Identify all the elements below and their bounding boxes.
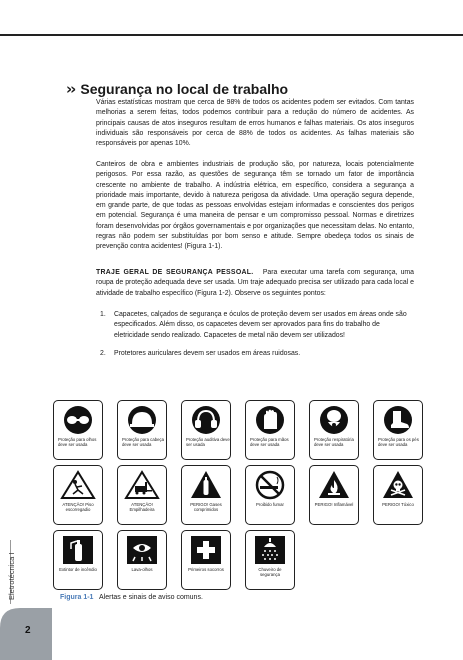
first-aid-icon (187, 535, 225, 565)
skull-icon (379, 470, 417, 500)
sign-slippery-floor (53, 465, 103, 525)
sign-caption: Proteção respiratória deve ser usada (314, 437, 354, 447)
side-chapter-label: Eletrotécnica I (7, 552, 16, 600)
sign-caption: Proteção auditiva deve ser usada (186, 437, 230, 447)
sign-eye-protection (53, 400, 103, 460)
double-chevron-icon: ›› (66, 80, 75, 98)
figure-caption-text: Alertas e sinais de aviso comuns. (99, 594, 203, 601)
section-heading (66, 80, 288, 98)
sign-caption: ATENÇÃO! Piso escorregadio (62, 502, 94, 512)
respirator-icon (315, 405, 353, 435)
section-title: Segurança no local de trabalho (80, 81, 289, 97)
ear-protection-icon (187, 405, 225, 435)
sign-caption: Primeiros socorros (188, 567, 224, 572)
paragraph-3 (96, 268, 414, 299)
page-number: 2 (25, 625, 31, 636)
sign-toxic (373, 465, 423, 525)
list-number: 1. (100, 311, 106, 318)
extinguisher-icon (59, 535, 97, 565)
paragraph-3-text: Para executar uma tarefa com segurança, uma roupa de proteção adequada deve ser usada. Um traje adequado precisa ser utilizado para cada local e atividade de trabalho específico (Figura 1-2). Observe os seguintes pontos: (96, 269, 414, 297)
sign-caption: Proteção para mãos deve ser usada (250, 437, 289, 447)
figure-number: Figura 1-1 (60, 594, 94, 601)
sign-caption: PERIGO! Gases comprimidos (190, 502, 222, 512)
sign-safety-shower (245, 530, 295, 590)
top-rule (0, 34, 463, 36)
gloves-icon (251, 405, 289, 435)
flame-icon (315, 470, 353, 500)
list-item (96, 349, 414, 359)
paragraph-3-lead: TRAJE GERAL DE SEGURANÇA PESSOAL. (96, 269, 254, 276)
sign-caption: Proibido fumar (256, 502, 284, 507)
list-number: 2. (100, 350, 106, 357)
sign-head-protection (117, 400, 167, 460)
slippery-floor-icon (59, 470, 97, 500)
forklift-icon (123, 470, 161, 500)
list-text: Protetores auriculares devem ser usados em áreas ruidosas. (114, 350, 301, 357)
sign-compressed-gas (181, 465, 231, 525)
sign-foot-protection (373, 400, 423, 460)
sign-flammable (309, 465, 359, 525)
sign-fire-extinguisher (53, 530, 103, 590)
sign-respiratory-protection (309, 400, 359, 460)
list-text: Capacetes, calçados de segurança e óculos de proteção devem ser usados em áreas onde são especificados. Além disso, os capacetes devem ser aprovados para fins do trabalho de eletricidade sendo realizado. Capacetes de metal não devem ser utilizados! (114, 311, 407, 339)
sign-eyewash (117, 530, 167, 590)
sign-caption: Chuveiro de segurança (258, 567, 282, 577)
sign-caption: Proteção para cabeça deve ser usada (122, 437, 165, 447)
goggles-icon (59, 405, 97, 435)
no-smoking-icon (251, 470, 289, 500)
helmet-icon (123, 405, 161, 435)
sign-caption: Proteção para olhos deve ser usada (58, 437, 97, 447)
figure-caption (60, 594, 203, 601)
sign-hearing-protection (181, 400, 231, 460)
sign-caption: Lava-olhos (131, 567, 153, 572)
boots-icon (379, 405, 417, 435)
sign-first-aid (181, 530, 231, 590)
list-item (96, 310, 414, 341)
sign-forklift (117, 465, 167, 525)
shower-icon (251, 535, 289, 565)
paragraph-2: Canteiros de obra e ambientes industriais de produção são, por natureza, locais potencialmente perigosos. Por essa razão, as questões de segurança têm se tornado um fator de importância crescente no ambiente de trabalho. A indústria elétrica, em específico, considera a segurança a prioridade mais importante, devido à natureza perigosa da atividade. Uma operação segura depende, em grande parte, de que todas as pessoas envolvidas estejam informadas e conscientes dos perigos em potencial. Segurança é uma maneira de pensar e um compromisso pessoal. Normas e diretrizes foram desenvolvidas por órgãos governamentais e por organizações que necessitam delas. No entanto, regras não podem ser substituídas por bom senso e atitude. Sempre obedeça todos os sinais de prevenção contra acidentes! (Figura 1-1). (96, 161, 414, 251)
sign-caption: Extintor de incêndio (59, 567, 97, 572)
eyewash-icon (123, 535, 161, 565)
paragraph-1: Várias estatísticas mostram que cerca de 98% de todos os acidentes podem ser evitados. Com tantas melhorias a serem feitas, todos podemos contribuir para a redução do número de acidentes. As principais causas de atos inseguros resultam de erros humanos e falhas materiais. Os atos inseguros individuais são responsáveis por cerca de 88% de todos os acidentes. As falhas materiais são responsáveis por apenas 10%. (96, 99, 414, 148)
sign-caption: PERIGO! Tóxico (382, 502, 414, 507)
sign-caption: PERIGO! Inflamável (314, 502, 354, 507)
sign-no-smoking (245, 465, 295, 525)
sign-caption: ATENÇÃO! Empilhadeira (129, 502, 155, 512)
sign-caption: Proteção para os pés deve ser usada (378, 437, 419, 447)
gas-cylinder-icon (187, 470, 225, 500)
sign-hand-protection (245, 400, 295, 460)
